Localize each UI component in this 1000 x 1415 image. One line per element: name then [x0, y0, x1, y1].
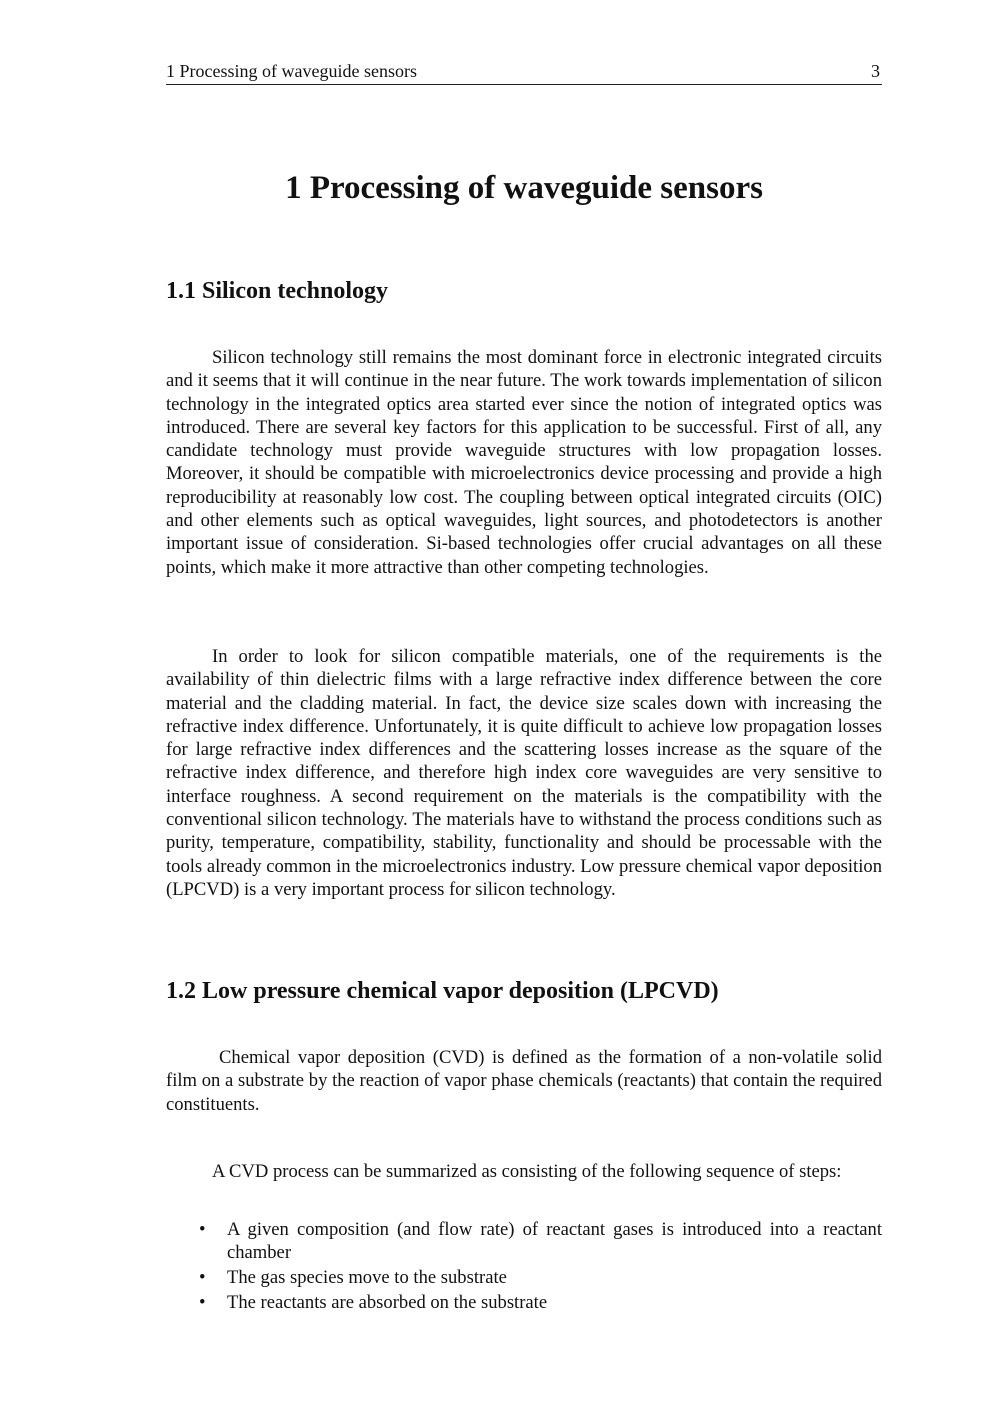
paragraph-cvd-definition: Chemical vapor deposition (CVD) is defined as the formation of a non-volatile solid film on a substrate by the reaction of vapor phase chemicals (reactants) that contain the required constituents. — [166, 1047, 882, 1115]
list-item — [166, 1291, 882, 1314]
chapter-title: 1 Processing of waveguide sensors — [285, 170, 763, 206]
bullet-icon: • — [199, 1267, 206, 1289]
bullet-icon: • — [199, 1291, 206, 1313]
step-text: The reactants are absorbed on the substrate — [227, 1291, 548, 1313]
section-title-lpcvd: 1.2 Low pressure chemical vapor deposition (LPCVD) — [166, 978, 719, 1004]
cvd-steps-list — [166, 1218, 882, 1316]
section-title-silicon-technology: 1.1 Silicon technology — [166, 278, 389, 304]
list-item — [166, 1218, 882, 1265]
list-item — [166, 1266, 882, 1289]
running-title: 1 Processing of waveguide sensors — [166, 61, 417, 81]
paragraph-cvd-steps-intro: A CVD process can be summarized as consisting of the following sequence of steps: — [212, 1161, 842, 1182]
step-text: The gas species move to the substrate — [227, 1267, 507, 1289]
paragraph-silicon-materials: In order to look for silicon compatible materials, one of the requirements is the availability of thin dielectric films with a large refractive index difference between the core material and the cladding material. In fact, the device size scales down with increasing the refractive index difference. Unfortunately, it is quite difficult to achieve low propagation losses for large refractive index differences and the scattering losses increase as the square of the refractive index difference, and therefore high index core waveguides are very sensitive to interface roughness. A second requirement on the materials is the compatibility with the conventional silicon technology. The materials have to withstand the process conditions such as purity, temperature, compatibility, stability, functionality and should be processable with the tools already common in the microelectronics industry. Low pressure chemical vapor deposition (LPCVD) is a very important process for silicon technology. — [166, 646, 882, 900]
bullet-icon: • — [199, 1219, 206, 1240]
page-number: 3 — [871, 61, 880, 81]
step-text: A given composition (and flow rate) of reactant gases is introduced into a reactant chamber — [227, 1219, 882, 1264]
paragraph-silicon-intro: Silicon technology still remains the most dominant force in electronic integrated circuits and it seems that it will continue in the near future. The work towards implementation of silicon technology in the integrated optics area started ever since the notion of integrated optics was introduced. There are several key factors for this application to be successful. First of all, any candidate technology must provide waveguide structures with low propagation losses. Moreover, it should be compatible with microelectronics device processing and provide a high reproducibility at reasonably low cost. The coupling between optical integrated circuits (OIC) and other elements such as optical waveguides, light sources, and photodetectors is another important issue of consideration. Si-based technologies offer crucial advantages on all these points, which make it more attractive than other competing technologies. — [166, 347, 882, 578]
running-header — [166, 60, 882, 85]
